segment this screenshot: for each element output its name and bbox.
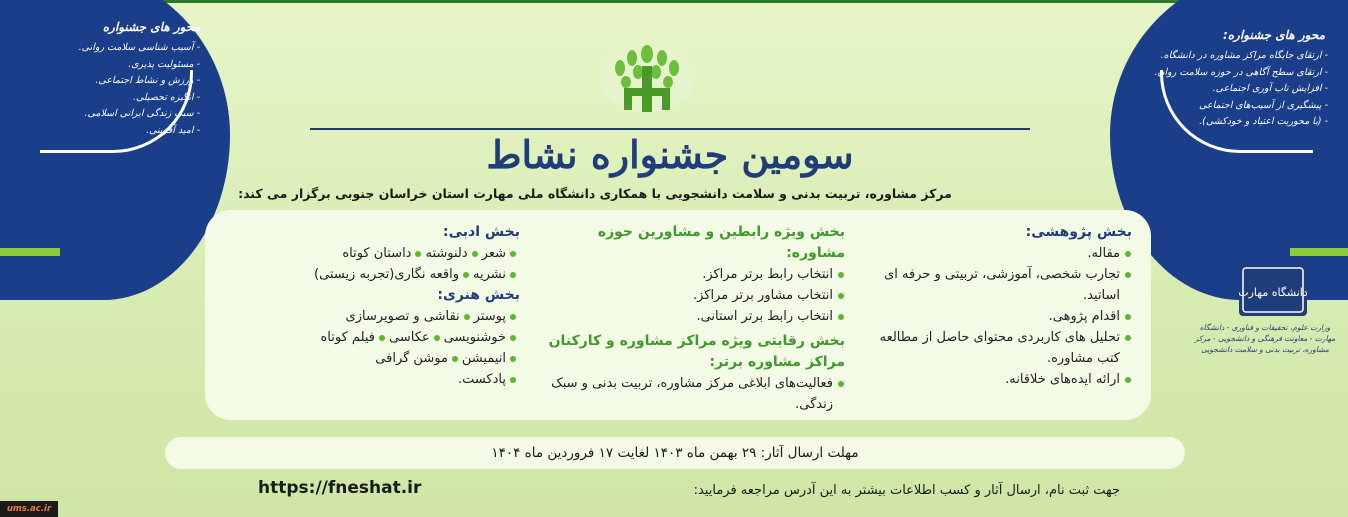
organizers-line: مرکز مشاوره، تربیت بدنی و سلامت دانشجویی با همکاری دانشگاه ملی مهارت استان خراسان جنوبی برگزار می کند: [238, 186, 952, 201]
art-item: پادکست. [457, 372, 506, 387]
literary-title: بخش ادبی: [442, 224, 520, 240]
festival-title: سومین جشنواره نشاط [486, 132, 854, 177]
art-item: فیلم کوتاه [320, 330, 376, 345]
competitive-title: بخش رقابتی ویژه مراکز مشاوره و کارکنان مراکز مشاوره برتر: [548, 333, 845, 370]
left-axis-item: - امید آفرینی. [20, 123, 200, 140]
university-logo-text: دانشگاه مهارت [1238, 286, 1308, 299]
research-item: تجارب شخصی، آموزشی، تربیتی و حرفه ای اساتید. [870, 264, 1132, 306]
art-item: انیمیشن [461, 351, 506, 366]
right-axes-list [1100, 48, 1328, 131]
art-row [215, 348, 520, 369]
festival-tree-logo [592, 42, 702, 122]
right-axis-item: - (با محوریت اعتیاد و خودکشی). [1100, 114, 1328, 131]
research-item: اقدام پژوهی. [870, 306, 1132, 327]
left-green-band [0, 248, 60, 256]
liaison-section [545, 222, 845, 415]
art-item: موشن گرافی [375, 351, 448, 366]
art-item: خوشنویسی [443, 330, 506, 345]
art-row [215, 306, 520, 327]
right-axis-item: - ارتقای سطح آگاهی در حوزه سلامت روان. [1100, 65, 1328, 82]
top-border [0, 0, 1348, 3]
literary-row [215, 264, 520, 285]
research-section [870, 222, 1132, 390]
art-row [215, 369, 520, 390]
left-axis-item: - مسئولیت پذیری. [20, 57, 200, 74]
right-axis-item: - افزایش تاب آوری اجتماعی. [1100, 81, 1328, 98]
deadline-banner: مهلت ارسال آثار: ۲۹ بهمن ماه ۱۴۰۳ لغایت ۱۷ فروردین ماه ۱۴۰۴ [165, 437, 1185, 469]
university-logo [1235, 262, 1311, 318]
literary-item: نشریه [473, 267, 506, 282]
art-item: نقاشی و تصویرسازی [345, 309, 460, 324]
left-axis-item: - انگیزه تحصیلی. [20, 90, 200, 107]
right-green-band [1290, 248, 1348, 256]
festival-website-link[interactable]: https://fneshat.ir [258, 478, 422, 498]
liaison-item: انتخاب رابط برتر استانی. [545, 306, 845, 327]
left-axes-title: محور های جشنواره [102, 20, 200, 34]
left-axis-item: - ورزش و نشاط اجتماعی. [20, 73, 200, 90]
research-item: مقاله. [870, 243, 1132, 264]
registration-text: جهت ثبت نام، ارسال آثار و کسب اطلاعات بیشتر به این آدرس مراجعه فرمایید: [693, 483, 1120, 498]
right-axis-item: - ارتقای جایگاه مراکز مشاوره در دانشگاه. [1100, 48, 1328, 65]
art-row [215, 327, 520, 348]
right-head-neck [1200, 180, 1348, 255]
source-badge: ums.ac.ir [0, 501, 58, 517]
literary-item: واقعه نگاری(تجربه زیستی) [314, 267, 460, 282]
university-caption: وزارت علوم، تحقیقات و فناوری - دانشگاه مهارت - معاونت فرهنگی و دانشجویی - مرکز مشاوره، تربیت بدنی و سلامت دانشجویی [1194, 323, 1336, 354]
research-item: ارائه ایده‌های خلاقانه. [870, 369, 1132, 390]
right-axes-title: محور های جشنواره: [1222, 28, 1325, 42]
left-axis-item: - سبک زندگی ایرانی اسلامی. [20, 106, 200, 123]
research-title: بخش پژوهشی: [1025, 224, 1132, 240]
art-title: بخش هنری: [437, 287, 520, 303]
left-axes-list [20, 40, 200, 139]
literary-item: داستان کوتاه [342, 246, 412, 261]
art-item: پوستر [473, 309, 506, 324]
liaison-item: انتخاب مشاور برتر مراکز. [545, 285, 845, 306]
literary-row [215, 243, 520, 264]
research-item: تحلیل های کاربردی محتوای حاصل از مطالعه کتب مشاوره. [870, 327, 1132, 369]
title-overline [310, 128, 1030, 130]
literary-item: دلنوشته [425, 246, 468, 261]
competitive-item: فعالیت‌های ابلاغی مرکز مشاوره، تربیت بدنی و سبک زندگی. [545, 373, 845, 415]
right-axis-item: - پیشگیری از آسیب‌های اجتماعی [1100, 98, 1328, 115]
art-item: عکاسی [389, 330, 430, 345]
liaison-title: بخش ویژه رابطین و مشاورین حوزه مشاوره: [597, 224, 845, 261]
literary-item: شعر [481, 246, 506, 261]
liaison-item: انتخاب رابط برتر مراکز. [545, 264, 845, 285]
left-axis-item: - آسیب شناسی سلامت روانی. [20, 40, 200, 57]
literary-section [215, 222, 520, 390]
